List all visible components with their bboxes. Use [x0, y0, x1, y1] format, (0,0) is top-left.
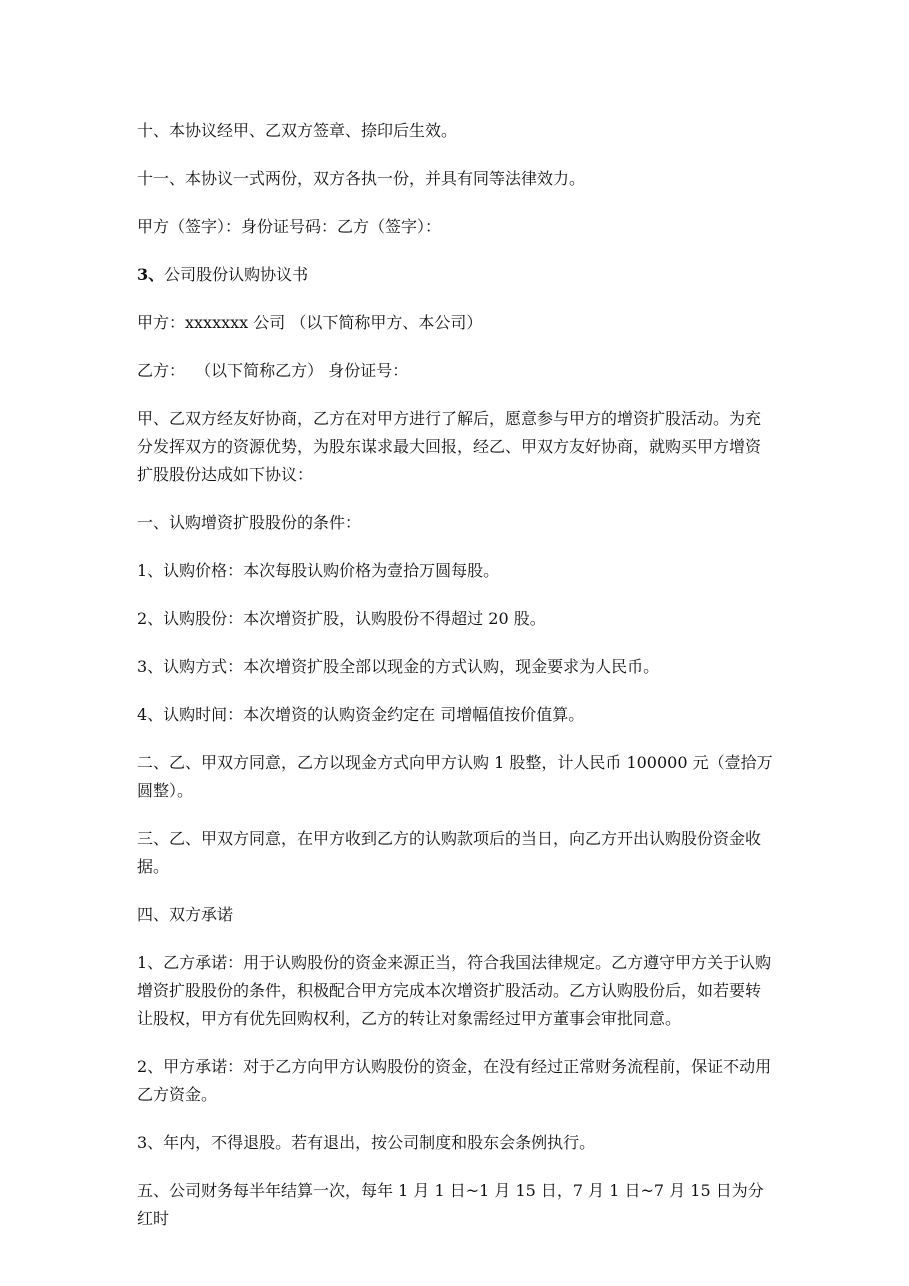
- paragraph-text: 甲、乙双方经友好协商，乙方在对甲方进行了解后，愿意参与甲方的增资扩股活动。为充分发挥双方的资源优势，为股东谋求最大回报，经乙、甲双方友好协商，就购买甲方增资扩股股份达成如下协议：: [137, 409, 762, 484]
- section-number: 3、: [137, 265, 165, 284]
- section-title-text: 公司股份认购协议书: [164, 265, 309, 284]
- clause-heading-4: [137, 901, 775, 929]
- sub-clause-1-4: [137, 701, 775, 729]
- preamble-paragraph: [137, 405, 775, 489]
- paragraph-text: 十、本协议经甲、乙双方签章、捺印后生效。: [137, 121, 458, 140]
- paragraph-text: 三、乙、甲双方同意，在甲方收到乙方的认购款项后的当日，向乙方开出认购股份资金收据。: [137, 829, 762, 876]
- paragraph-text: 3、年内，不得退股。若有退出，按公司制度和股东会条例执行。: [137, 1133, 596, 1152]
- sub-clause-4-2: [137, 1053, 775, 1109]
- paragraph-text: 乙方： （以下简称乙方） 身份证号：: [137, 361, 409, 380]
- clause-3: [137, 825, 775, 881]
- paragraph-text: 二、乙、甲双方同意，乙方以现金方式向甲方认购 1 股整，计人民币 100000 元（壹拾万圆整）。: [137, 753, 773, 800]
- paragraph-text: 十一、本协议一式两份，双方各执一份，并具有同等法律效力。: [137, 169, 586, 188]
- sub-clause-1-1: [137, 557, 775, 585]
- sub-clause-4-3: [137, 1129, 775, 1157]
- sub-clause-1-3: [137, 653, 775, 681]
- paragraph-text: 2、甲方承诺：对于乙方向甲方认购股份的资金，在没有经过正常财务流程前，保证不动用乙方资金。: [137, 1057, 772, 1104]
- paragraph-text: 2、认购股份：本次增资扩股，认购股份不得超过 20 股。: [137, 609, 546, 628]
- paragraph-text: 1、乙方承诺：用于认购股份的资金来源正当，符合我国法律规定。乙方遵守甲方关于认购增资扩股股份的条件，积极配合甲方完成本次增资扩股活动。乙方认购股份后，如若要转让股权，甲方有优先回购权利，乙方的转让对象需经过甲方董事会审批同意。: [137, 953, 772, 1028]
- signature-line: [137, 213, 775, 241]
- paragraph-clause-10: [137, 117, 775, 145]
- paragraph-text: 甲方（签字）：身份证号码：乙方（签字）：: [137, 217, 442, 236]
- party-a-line: [137, 309, 775, 337]
- paragraph-text: 甲方：xxxxxxx 公司 （以下简称甲方、本公司）: [137, 313, 483, 332]
- paragraph-clause-11: [137, 165, 775, 193]
- sub-clause-1-2: [137, 605, 775, 633]
- paragraph-text: 4、认购时间：本次增资的认购资金约定在 司增幅值按价值算。: [137, 705, 585, 724]
- clause-5: [137, 1177, 775, 1233]
- paragraph-text: 一、认购增资扩股股份的条件：: [137, 513, 362, 532]
- clause-2: [137, 749, 775, 805]
- paragraph-text: 3、认购方式：本次增资扩股全部以现金的方式认购，现金要求为人民币。: [137, 657, 660, 676]
- paragraph-text: 1、认购价格：本次每股认购价格为壹拾万圆每股。: [137, 561, 500, 580]
- paragraph-text: 四、双方承诺: [137, 905, 234, 924]
- party-b-line: [137, 357, 775, 385]
- paragraph-text: 五、公司财务每半年结算一次，每年 1 月 1 日~1 月 15 日，7 月 1 日~7 月 15 日为分红时: [137, 1181, 764, 1228]
- sub-clause-4-1: [137, 949, 775, 1033]
- clause-heading-1: [137, 509, 775, 537]
- section-title: [137, 261, 775, 289]
- document-body: [137, 117, 775, 1253]
